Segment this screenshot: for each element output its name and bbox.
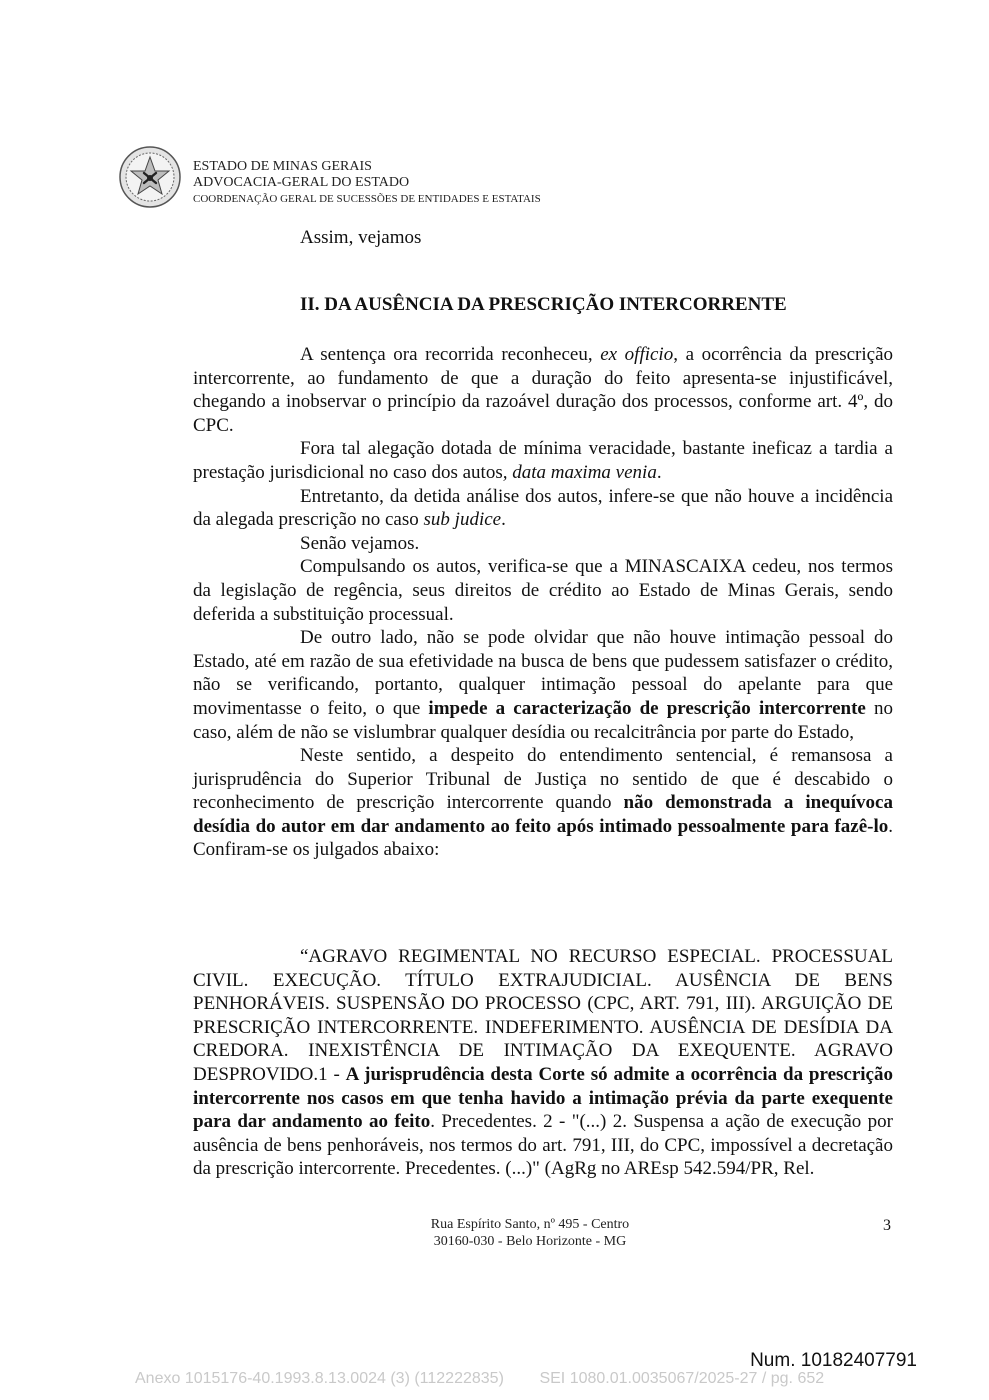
paragraph-3: Entretanto, da detida análise dos autos, infere-se que não houve a incidência da alegada prescrição no caso sub judice. <box>193 485 893 531</box>
letterhead <box>193 159 541 207</box>
paragraph-6: De outro lado, não se pode olvidar que não houve intimação pessoal do Estado, até em razão de sua efetividade na busca de bens que pudessem satisfazer o crédito, não se verificando, portanto, qualquer intimação pessoal do apelante para que movimentasse o feito, o que impede a caracterização de prescrição intercorrente no caso, além de não se vislumbrar qualquer desídia ou recalcitrância por parte do Estado, <box>193 627 894 743</box>
main-text <box>193 343 893 862</box>
intro-paragraph: Assim, vejamos <box>300 227 422 248</box>
case-law-quote <box>193 945 893 1181</box>
address-city: 30160-030 - Belo Horizonte - MG <box>433 1234 627 1249</box>
paragraph-1: A sentença ora recorrida reconheceu, ex officio, a ocorrência da prescrição intercorrente, ao fundamento de que a duração do feito apresenta-se injustificável, chegando a inobservar o princípio da razoável duração dos processos, conforme art. 4º, do CPC. <box>193 344 893 436</box>
paragraph-5: Compulsando os autos, verifica-se que a MINASCAIXA cedeu, nos termos da legislação de regência, seus direitos de crédito ao Estado de Minas Gerais, sendo deferida a substituição processual. <box>193 556 893 625</box>
state-coat-of-arms-icon <box>118 145 182 209</box>
page-number: 3 <box>883 1217 891 1234</box>
paragraph-7: Neste sentido, a despeito do entendimento sentencial, é remansosa a jurisprudência do Superior Tribunal de Justiça no sentido de que é descabido o reconhecimento de prescrição intercorrente quando não demonstrada a inequívoca desídia do autor em dar andamento ao feito após intimado pessoalmente para fazê-lo. Confiram-se os julgados abaixo: <box>193 745 893 861</box>
footer-address <box>400 1216 660 1250</box>
quote-paragraph: “AGRAVO REGIMENTAL NO RECURSO ESPECIAL. PROCESSUAL CIVIL. EXECUÇÃO. TÍTULO EXTRAJUDICIAL. AUSÊNCIA DE BENS PENHORÁVEIS. SUSPENSÃO DO PROCESSO (CPC, ART. 791, III). ARGUIÇÃO DE PRESCRIÇÃO INTERCORRENTE. INDEFERIMENTO. AUSÊNCIA DE DESÍDIA DA CREDORA. INEXISTÊNCIA DE INTIMAÇÃO DA EXEQUENTE. AGRAVO DESPROVIDO.1 - A jurisprudência desta Corte só admite a ocorrência da prescrição intercorrente nos casos em que tenha havido a intimação prévia da parte exequente para dar andamento ao feito. Precedentes. 2 - "(...) 2. Suspensa a ação de execução por ausência de bens penhoráveis, nos termos do art. 791, III, do CPC, impossível a decretação da prescrição intercorrente. Precedentes. (...)" (AgRg no AREsp 542.594/PR, Rel. <box>193 946 893 1180</box>
section-heading: II. DA AUSÊNCIA DA PRESCRIÇÃO INTERCORRENTE <box>300 294 787 315</box>
document-number: Num. 10182407791 <box>750 1350 917 1371</box>
letterhead-department: COORDENAÇÃO GERAL DE SUCESSÕES DE ENTIDADES E ESTATAIS <box>193 193 541 205</box>
address-street: Rua Espírito Santo, nº 495 - Centro <box>430 1217 630 1232</box>
letterhead-agency: ADVOCACIA-GERAL DO ESTADO <box>193 175 410 190</box>
intro-text <box>193 226 893 250</box>
annex-watermark: Anexo 1015176-40.1993.8.13.0024 (3) (112222835) SEI 1080.01.0035067/2025-27 / pg. 652 <box>135 1370 825 1387</box>
paragraph-4: Senão vejamos. <box>300 532 420 554</box>
letterhead-state: ESTADO DE MINAS GERAIS <box>193 159 372 174</box>
paragraph-2: Fora tal alegação dotada de mínima veracidade, bastante ineficaz a tardia a prestação jurisdicional no caso dos autos, data maxima venia. <box>193 438 893 483</box>
